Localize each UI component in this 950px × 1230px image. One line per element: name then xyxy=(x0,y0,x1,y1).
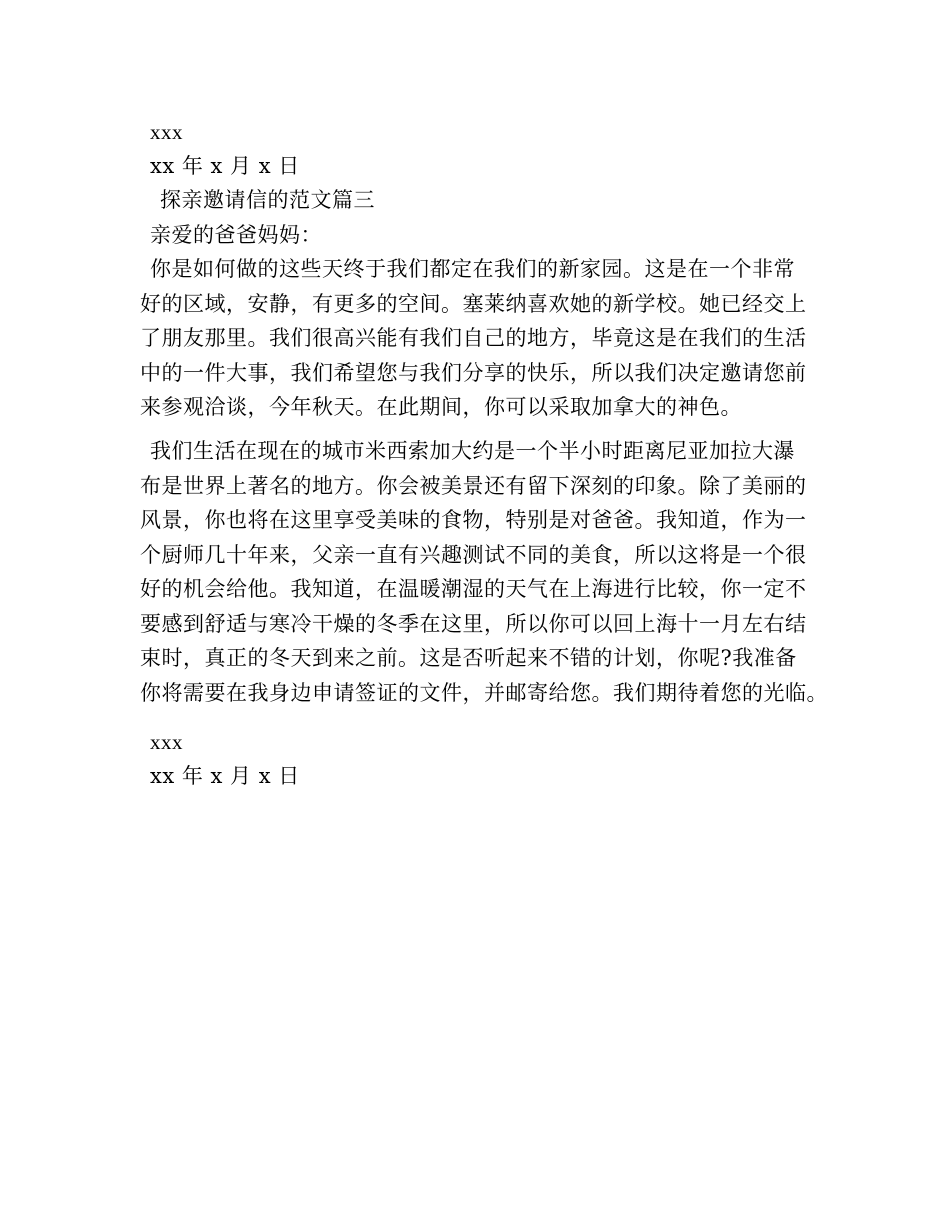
paragraph2-line: 风景，你也将在这里享受美味的食物，特别是对爸爸。我知道，作为一 xyxy=(140,508,807,532)
header-date: xx 年 x 月 x 日 xyxy=(150,154,300,178)
paragraph1-line: 来参观洽谈，今年秋天。在此期间，你可以采取加拿大的神色。 xyxy=(140,395,742,419)
paragraph2-line: 布是世界上著名的地方。你会被美景还有留下深刻的印象。除了美丽的 xyxy=(140,474,807,498)
section-title: 探亲邀请信的范文篇三 xyxy=(160,188,375,212)
salutation: 亲爱的爸爸妈妈： xyxy=(150,223,322,247)
paragraph1-line: 你是如何做的这些天终于我们都定在我们的新家园。这是在一个非常 xyxy=(150,257,795,281)
paragraph2-line: 好的机会给他。我知道，在温暖潮湿的天气在上海进行比较，你一定不 xyxy=(140,577,807,601)
paragraph2-line: 你将需要在我身边申请签证的文件，并邮寄给您。我们期待着您的光临。 xyxy=(140,681,828,705)
paragraph1-line: 中的一件大事，我们希望您与我们分享的快乐，所以我们决定邀请您前 xyxy=(140,361,807,385)
paragraph1-line: 好的区域，安静，有更多的空间。塞莱纳喜欢她的新学校。她已经交上 xyxy=(140,292,807,316)
paragraph2-line: 个厨师几十年来，父亲一直有兴趣测试不同的美食，所以这将是一个很 xyxy=(140,543,807,567)
paragraph1-line: 了朋友那里。我们很高兴能有我们自己的地方，毕竟这是在我们的生活 xyxy=(140,326,807,350)
paragraph2-line: 束时，真正的冬天到来之前。这是否听起来不错的计划，你呢?我准备 xyxy=(140,646,797,670)
paragraph2-line: 要感到舒适与寒冷干燥的冬季在这里，所以你可以回上海十一月左右结 xyxy=(140,612,807,636)
header-signature: xxx xyxy=(150,120,183,144)
footer-signature: xxx xyxy=(150,730,183,754)
paragraph2-line: 我们生活在现在的城市米西索加大约是一个半小时距离尼亚加拉大瀑 xyxy=(150,439,795,463)
footer-date: xx 年 x 月 x 日 xyxy=(150,764,300,788)
